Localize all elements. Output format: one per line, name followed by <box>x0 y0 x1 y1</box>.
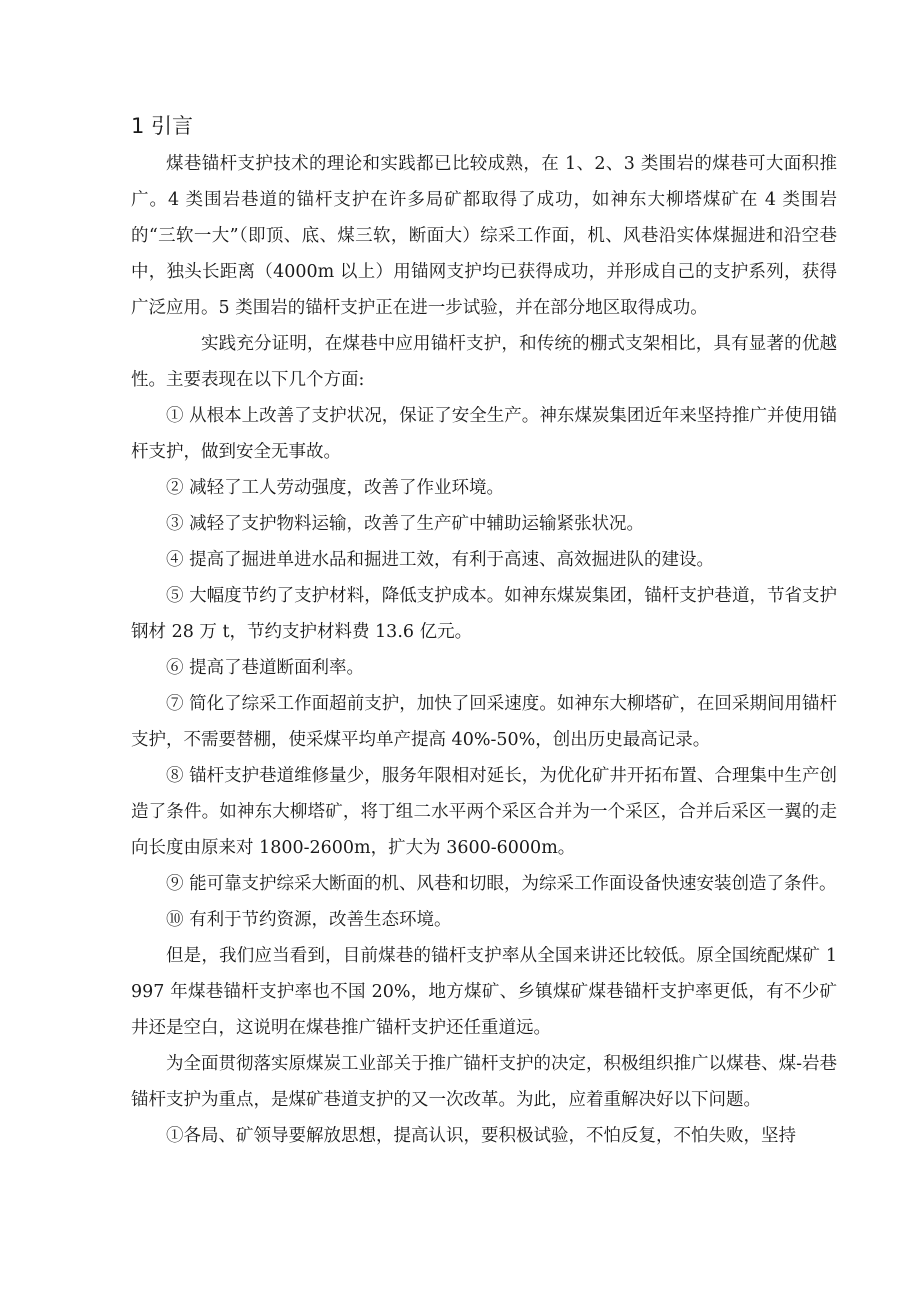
paragraph-status: 但是，我们应当看到，目前煤巷的锚杆支护率从全国来讲还比较低。原全国统配煤矿 1997 年煤巷锚杆支护率也不国 20%，地方煤矿、乡镇煤矿煤巷锚杆支护率更低，有不少矿井还是空白，这说明在煤巷推广锚杆支护还任重道远。 <box>131 946 837 1038</box>
list-item-6: ⑥ 提高了巷道断面利率。 <box>166 658 365 678</box>
list-item-3: ③ 减轻了支护物料运输，改善了生产矿中辅助运输紧张状况。 <box>166 514 645 534</box>
paragraph-measure-1: ①各局、矿领导要解放思想，提高认识，要积极试验，不怕反复，不怕失败，坚持 <box>166 1126 796 1146</box>
list-item-7: ⑦ 简化了综采工作面超前支护，加快了回采速度。如神东大柳塔矿，在回采期间用锚杆支护，不需要替棚，使采煤平均单产提高 40%-50%，创出历史最高记录。 <box>131 694 837 750</box>
paragraph-policy: 为全面贯彻落实原煤炭工业部关于推广锚杆支护的决定，积极组织推广以煤巷、煤-岩巷锚杆支护为重点，是煤矿巷道支护的又一次改革。为此，应着重解决好以下问题。 <box>131 1054 837 1110</box>
section-heading: 1 引言 <box>131 114 194 138</box>
list-item-5: ⑤ 大幅度节约了支护材料，降低支护成本。如神东煤炭集团，锚杆支护巷道，节省支护钢材 28 万 t，节约支护材料费 13.6 亿元。 <box>131 586 837 642</box>
paragraph-intro: 煤巷锚杆支护技术的理论和实践都已比较成熟，在 1、2、3 类围岩的煤巷可大面积推广。4 类围岩巷道的锚杆支护在许多局矿都取得了成功，如神东大柳塔煤矿在 4 类围岩的“三软一大”（即顶、底、煤三软，断面大）综采工作面，机、风巷沿实体煤掘进和沿空巷中，独头长距离（4000m 以上）用锚网支护均已获得成功，并形成自己的支护系列，获得广泛应用。5 类围岩的锚杆支护正在进一步试验，并在部分地区取得成功。 <box>131 154 837 318</box>
body-text <box>131 146 837 1154</box>
list-item-4: ④ 提高了掘进单进水品和掘进工效，有利于高速、高效掘进队的建设。 <box>166 550 715 570</box>
list-item-8: ⑧ 锚杆支护巷道维修量少，服务年限相对延长，为优化矿井开拓布置、合理集中生产创造了条件。如神东大柳塔矿，将丁组二水平两个采区合并为一个采区，合并后采区一翼的走向长度由原来对 1800-2600m，扩大为 3600-6000m。 <box>131 766 837 858</box>
list-item-1: ① 从根本上改善了支护状况，保证了安全生产。神东煤炭集团近年来坚持推广并使用锚杆支护，做到安全无事故。 <box>131 406 837 462</box>
list-item-9: ⑨ 能可靠支护综采大断面的机、风巷和切眼，为综采工作面设备快速安装创造了条件。 <box>166 874 837 894</box>
paragraph-advantages-intro: 实践充分证明，在煤巷中应用锚杆支护，和传统的棚式支架相比，具有显著的优越性。主要表现在以下几个方面: <box>131 334 837 390</box>
list-item-10: ⑩ 有利于节约资源，改善生态环境。 <box>166 910 452 930</box>
list-item-2: ② 减轻了工人劳动强度，改善了作业环境。 <box>166 478 505 498</box>
